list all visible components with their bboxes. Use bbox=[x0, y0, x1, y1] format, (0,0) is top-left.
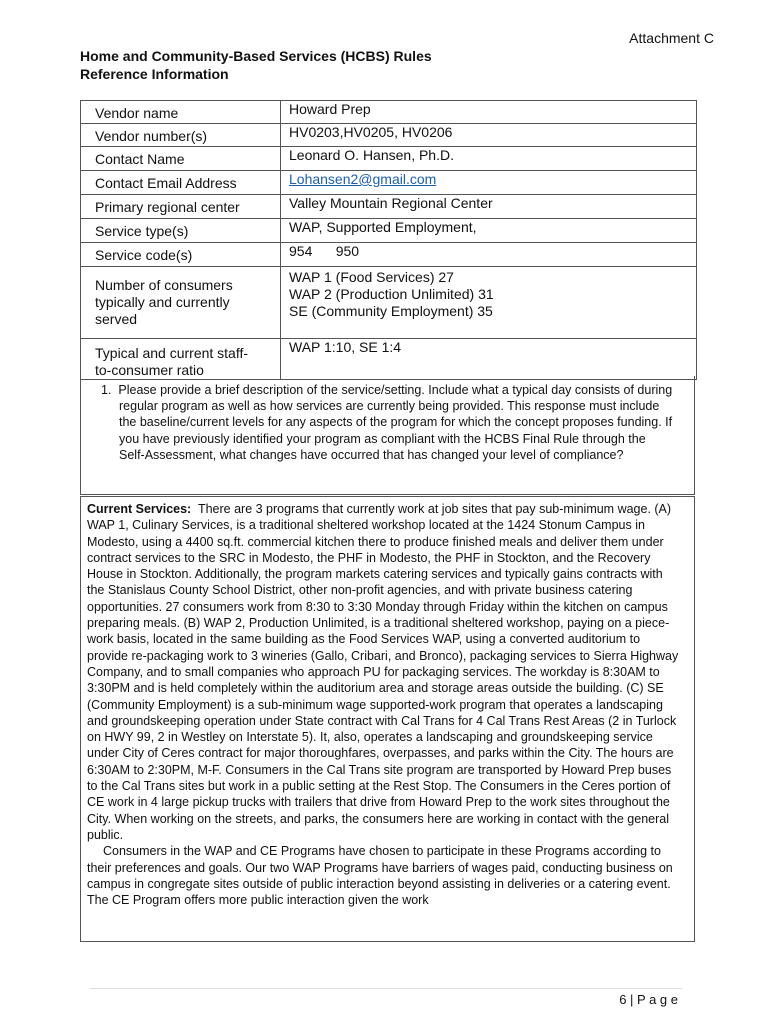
row-value bbox=[281, 267, 697, 339]
table-row bbox=[81, 147, 697, 171]
question-text: Please provide a brief description of the service/setting. Include what a typical day consists of during regular program as well as how services are currently being provided. This response must include the baseline/current levels for any aspects of the program for which the concept proposes funding. If you have previously identified your program as compliant with the HCBS Final Rule through the Self-Assessment, what changes have occurred that has changed your level of compliance? bbox=[118, 383, 673, 462]
answer-text: There are 3 programs that currently work at job sites that pay sub-minimum wage. (A) WAP 1, Culinary Services, is a traditional sheltered workshop located at the 1424 Stonum Campus in Modesto, using a 4400 sq.ft. commercial kitchen there to produce finished meals and deliver them under contract services to the SRC in Modesto, the PHF in Modesto, the PHF in Stockton, and the Recovery House in Stockton. Additionally, the program markets catering services and typically gains contracts with the Stanislaus County School District, other non-profit agencies, and with private business catering opportunities. 27 consumers work from 8:30 to 3:30 Monday through Friday within the kitchen on campus preparing meals. (B) WAP 2, Production Unlimited, is a traditional sheltered workshop, paying on a piece-work basis, located in the same building as the Food Services WAP, using a converted auditorium to provide re-packaging work to 3 wineries (Gallo, Cribari, and Bronco), packaging services to Sierra Highway Company, and to small companies who approach PU for packaging services. The workday is 8:30AM to 3:30PM and is held completely within the auditorium area and storage areas outside the building. (C) SE (Community Employment) is a sub-minimum wage supported-work program that operates a landscaping and groundskeeping operation under State contract with Cal Trans for 4 Cal Trans Rest Areas (2 in Turlock on HWY 99, 2 in Westley on Interstate 5). It, also, operates a landscaping and groundskeeping service under City of Ceres contract for major thoroughfares, overpasses, and parks within the City. The hours are 6:30AM to 2:30PM, M-F. Consumers in the Cal Trans site program are transported by Howard Prep buses to the Cal Trans sites but work in a public setting at the Rest Stop. The Consumers in the Ceres portion of CE work in 4 large pickup trucks with trailers that drive from Howard Prep to the work sites throughout the City. When working on the streets, and parks, the consumers here are working in contact with the general public. bbox=[87, 502, 679, 842]
table-row bbox=[81, 195, 697, 219]
row-value: Leonard O. Hansen, Ph.D. bbox=[281, 147, 697, 171]
answer-paragraph: Consumers in the WAP and CE Programs have chosen to participate in these Programs according to their preferences and goals. Our two WAP Programs have barriers of wages paid, conducting business on campus in congregate sites outside of public interaction beyond assisting in deliveries or a catering event. The CE Program offers more public interaction given the work bbox=[87, 844, 673, 908]
question-section bbox=[80, 376, 695, 495]
title-line-2: Reference Information bbox=[80, 66, 229, 82]
row-label: Vendor number(s) bbox=[81, 124, 281, 147]
value-line: WAP 2 (Production Unlimited) 31 bbox=[289, 286, 494, 302]
table-row bbox=[81, 219, 697, 243]
row-value: Valley Mountain Regional Center bbox=[281, 195, 697, 219]
row-value: WAP, Supported Employment, bbox=[281, 219, 697, 243]
title-line-1: Home and Community-Based Services (HCBS) Rules bbox=[80, 48, 432, 64]
row-label: Contact Email Address bbox=[81, 171, 281, 195]
row-value: 954 950 bbox=[281, 243, 697, 267]
answer-paragraph bbox=[87, 501, 680, 843]
table-row bbox=[81, 267, 697, 339]
vendor-info-table bbox=[80, 100, 697, 380]
row-label: Service code(s) bbox=[81, 243, 281, 267]
footer-divider bbox=[90, 988, 682, 989]
row-label: Number of consumers typically and currently served bbox=[81, 267, 281, 339]
row-label: Typical and current staff-to-consumer ratio bbox=[81, 339, 281, 380]
answer-heading: Current Services: bbox=[87, 502, 192, 516]
page-number: 6 | P a g e bbox=[619, 992, 678, 1007]
attachment-label: Attachment C bbox=[629, 30, 714, 46]
value-line: SE (Community Employment) 35 bbox=[289, 303, 493, 319]
row-label: Vendor name bbox=[81, 101, 281, 124]
table-row bbox=[81, 124, 697, 147]
question-number: 1. bbox=[101, 383, 112, 397]
table-row bbox=[81, 243, 697, 267]
table-row bbox=[81, 171, 697, 195]
row-value: Howard Prep bbox=[281, 101, 697, 124]
answer-section bbox=[80, 496, 695, 942]
value-line: WAP 1 (Food Services) 27 bbox=[289, 269, 454, 285]
row-label: Service type(s) bbox=[81, 219, 281, 243]
document-title bbox=[80, 47, 432, 83]
row-label: Contact Name bbox=[81, 147, 281, 171]
row-label: Primary regional center bbox=[81, 195, 281, 219]
row-value: HV0203,HV0205, HV0206 bbox=[281, 124, 697, 147]
contact-email-link[interactable]: Lohansen2@gmail.com bbox=[289, 171, 437, 187]
row-value bbox=[281, 171, 697, 195]
table-row bbox=[81, 339, 697, 380]
table-row bbox=[81, 101, 697, 124]
row-value: WAP 1:10, SE 1:4 bbox=[281, 339, 697, 380]
